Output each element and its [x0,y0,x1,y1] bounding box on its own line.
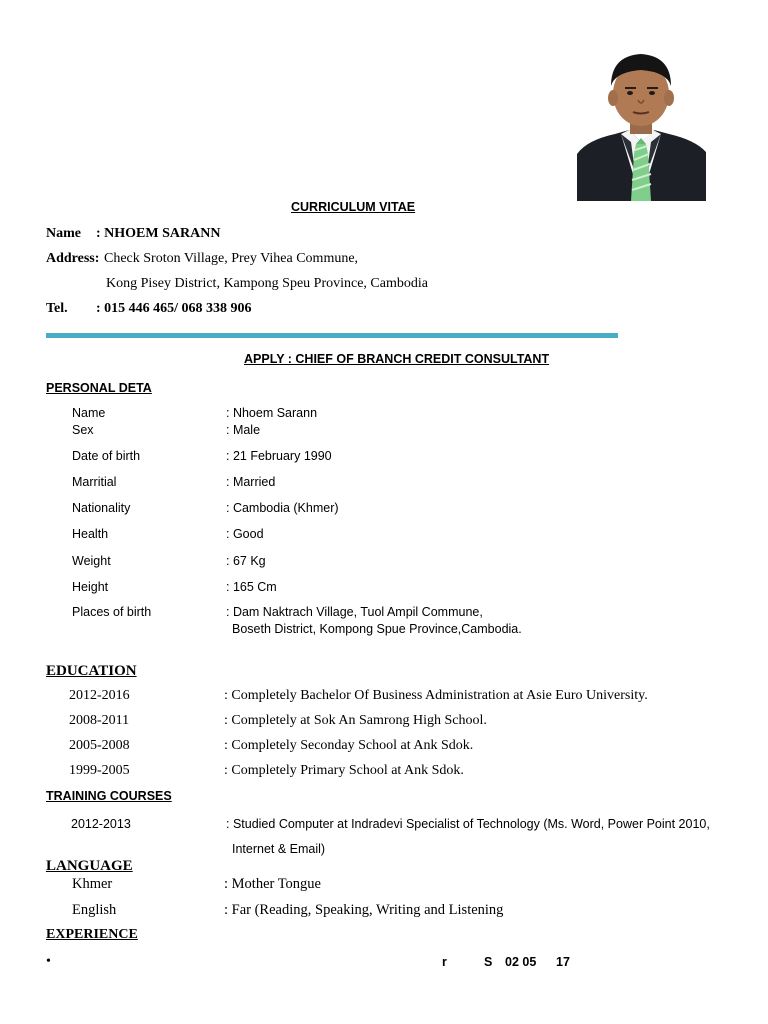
cv-title: CURRICULUM VITAE [291,200,416,214]
personal-value: : 21 February 1990 [226,449,332,463]
education-text: : Completely Primary School at Ank Sdok. [224,763,464,778]
language-value: : Mother Tongue [224,876,321,892]
address-label: Address: [46,251,100,266]
personal-label: Nationality [72,501,131,515]
training-year: 2012-2013 [71,817,131,831]
tel-label: Tel. [46,301,68,316]
education-text: : Completely Bachelor Of Business Administration at Asie Euro University. [224,688,648,703]
experience-fragment: S [484,955,493,969]
apply-position: APPLY : CHIEF OF BRANCH CREDIT CONSULTANT [244,352,550,366]
personal-value-cont: Boseth District, Kompong Spue Province,Cambodia. [232,622,522,636]
experience-year: 17 [556,955,570,969]
tel-value: : 015 446 465/ 068 338 906 [96,301,252,316]
personal-label: Health [72,527,109,541]
education-year: 1999-2005 [69,763,130,778]
personal-heading: PERSONAL DETA [46,381,152,395]
experience-date: 02 05 [505,955,537,969]
training-text: : Studied Computer at Indradevi Specialist of Technology (Ms. Word, Power Point 2010, [226,817,710,831]
experience-heading: EXPERIENCE [46,927,138,942]
name-label: Name [46,226,81,241]
training-heading: TRAINING COURSES [46,789,172,803]
personal-value: : Good [226,527,264,541]
personal-label: Height [72,580,109,594]
personal-value: : Dam Naktrach Village, Tuol Ampil Commune, [226,605,483,619]
personal-label: Weight [72,554,111,568]
education-text: : Completely Seconday School at Ank Sdok. [224,738,474,753]
language-heading: LANGUAGE [46,858,133,874]
personal-value: : 67 Kg [226,554,266,568]
personal-value: : Cambodia (Khmer) [226,501,339,515]
personal-value: : Nhoem Sarann [226,406,318,420]
address-line-2: Kong Pisey District, Kampong Speu Province, Cambodia [106,276,428,291]
accent-divider [46,333,618,338]
personal-label: Marritial [72,475,117,489]
personal-value: : 165 Cm [226,580,277,594]
name-value: : NHOEM SARANN [96,226,221,241]
personal-value: : Male [226,423,261,437]
personal-value: : Married [226,475,276,489]
experience-fragment: r [442,955,447,969]
personal-label: Name [72,406,106,420]
personal-label: Date of birth [72,449,141,463]
language-label: English [72,902,117,918]
personal-label: Sex [72,423,94,437]
language-value: : Far (Reading, Speaking, Writing and Listening [224,902,504,918]
education-text: : Completely at Sok An Samrong High School. [224,713,487,728]
education-year: 2008-2011 [69,713,130,728]
language-label: Khmer [72,876,113,892]
experience-bullet: • [46,954,51,969]
profile-photo [577,42,706,201]
personal-label: Places of birth [72,605,152,619]
education-heading: EDUCATION [46,663,137,679]
education-year: 2005-2008 [69,738,130,753]
training-text-cont: Internet & Email) [232,842,326,856]
address-line-1: Check Sroton Village, Prey Vihea Commune, [104,251,359,266]
education-year: 2012-2016 [69,688,130,703]
